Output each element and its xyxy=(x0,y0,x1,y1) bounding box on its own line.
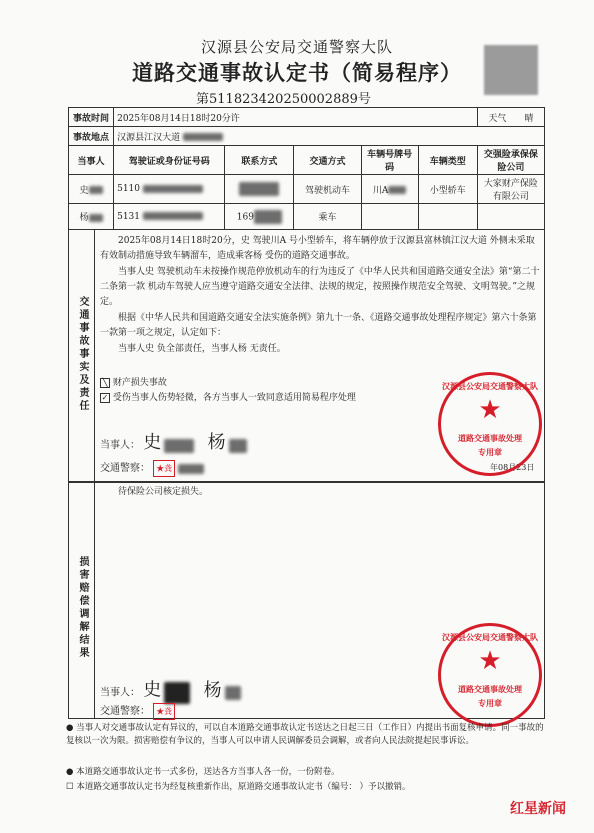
party-insurer: 大家财产保险有限公司 xyxy=(477,175,544,204)
compensation-text: 待保险公司核定损失。 xyxy=(118,487,209,497)
agency-name: 汉源县公安局交通警察大队 xyxy=(200,38,393,56)
handwritten-signature: 杨 xyxy=(203,679,222,701)
star-icon: ★ xyxy=(478,395,502,425)
stamp-bottom-text: 专用章 xyxy=(478,447,502,457)
facts-party-signature xyxy=(100,432,247,453)
weather-label: 天气 xyxy=(488,113,507,124)
place-text: 汉源县江汉大道 xyxy=(117,132,181,143)
stamp-ring-text: 汉源县公安局交通警察大队 xyxy=(442,381,538,391)
stamp-center-text: 道路交通事故处理 xyxy=(458,433,522,443)
redaction xyxy=(164,682,190,704)
redaction xyxy=(164,439,194,453)
facts-paragraph-4: 当事人史 负全部责任，当事人杨 无责任。 xyxy=(118,344,286,354)
redaction xyxy=(388,186,406,194)
time-row xyxy=(69,108,545,127)
party-name-text: 史 xyxy=(79,185,89,196)
redaction xyxy=(225,686,241,700)
party-name-text: 杨 xyxy=(79,213,89,223)
stamp-center-text: 道路交通事故处理 xyxy=(458,684,522,694)
place-row xyxy=(69,127,545,146)
redaction xyxy=(143,212,203,220)
news-watermark-logo: 红星新闻 xyxy=(510,801,566,817)
document-title: 道路交通事故认定书（简易程序） xyxy=(132,60,462,85)
party-vtype xyxy=(418,204,477,230)
qr-code-blurred xyxy=(484,45,538,95)
handwritten-signature: 史 xyxy=(143,432,162,453)
facts-paragraph-2: 当事人史 驾驶机动车未按操作规范停放机动车的行为违反了《中华人民共和国道路交通安全法》第“第二十二条第一款 机动车驾驶人应当遵守道路交通安全法律、法规的规定，按照操作规范安全驾驶、文明驾驶。”之规定。 xyxy=(100,267,540,307)
incident-table xyxy=(68,107,545,230)
redaction xyxy=(183,133,223,141)
time-value: 2025年08月14日18时20分许 xyxy=(114,108,478,127)
time-label: 事故时间 xyxy=(69,108,114,127)
party-contact xyxy=(225,204,294,230)
stamp-ring-text: 汉源县公安局交通警察大队 xyxy=(442,632,538,642)
facts-police-signature xyxy=(100,460,204,477)
party-mode: 乘车 xyxy=(294,204,361,230)
place-label: 事故地点 xyxy=(69,127,114,146)
plate-text: 川A xyxy=(372,185,389,196)
table-header-row xyxy=(69,146,545,175)
contact-text: 169 xyxy=(236,212,254,222)
weather-cell xyxy=(477,108,544,127)
police-sign-label: 交通警察： xyxy=(100,463,150,474)
redaction xyxy=(254,210,282,224)
official-stamp xyxy=(438,623,542,727)
table-row xyxy=(69,175,545,204)
checkbox-property-label: 财产损失事故 xyxy=(112,378,167,388)
star-icon: ★ xyxy=(478,646,502,676)
checkbox-property[interactable]: ╲ xyxy=(100,378,110,388)
col-header: 驾驶证或身份证号码 xyxy=(114,146,225,175)
weather-value: 晴 xyxy=(524,113,534,124)
police-seal: ★龚 xyxy=(153,703,175,720)
police-seal: ★龚 xyxy=(153,460,175,477)
checkbox-property-row xyxy=(100,376,167,391)
facts-side-label: 交通事故事实及责任 xyxy=(77,296,88,413)
comp-party-signature xyxy=(100,679,241,704)
redaction xyxy=(89,214,103,222)
party-id-text: 5131 xyxy=(117,211,140,222)
handwritten-signature: 杨 xyxy=(207,432,226,453)
party-vtype: 小型轿车 xyxy=(418,175,477,204)
party-insurer xyxy=(477,204,544,230)
footer-note-3-text: 本道路交通事故认定书为经复核重新作出，原道路交通事故认定书（编号： ）予以撤销。 xyxy=(76,782,411,792)
official-stamp xyxy=(438,372,542,476)
document-number: 第5118234202500028​89号 xyxy=(196,92,371,107)
party-mode: 驾驶机动车 xyxy=(294,175,361,204)
party-sign-label: 当事人： xyxy=(100,440,140,451)
col-header: 当事人 xyxy=(69,146,114,175)
party-name xyxy=(69,175,114,204)
checkbox-injury-row xyxy=(100,391,356,406)
facts-date: 年08月23日 xyxy=(490,463,535,472)
footer-note-3: ☐ 本道路交通事故认定书为经复核重新作出，原道路交通事故认定书（编号： ）予以撤销。 xyxy=(66,782,411,792)
compensation-side-label: 损害赔偿调解结果 xyxy=(77,556,88,660)
facts-paragraph-3: 根据《中华人民共和国道路交通安全法实施条例》第九十一条、《道路交通事故处理程序规定》第六十条第一款第一项之规定，认定如下： xyxy=(100,313,537,338)
col-header: 交通方式 xyxy=(294,146,361,175)
party-id-text: 5110 xyxy=(117,184,140,194)
checkbox-injury-label: 受伤当事人伤势轻微，各方当事人一致同意适用简易程序处理 xyxy=(112,393,356,403)
redaction xyxy=(229,439,247,453)
redaction xyxy=(89,186,103,194)
footer-note-1: ● 当事人对交通事故认定有异议的，可以自本道路交通事故认定书送达之日起三日（工作日）内提出书面复核申请。同一事故的复核以一次为限。损害赔偿有争议的，当事人可以申请人民调解委员会调解，或者向人民法院提起民事诉讼。 xyxy=(66,723,544,746)
party-id xyxy=(114,204,225,230)
stamp-bottom-text: 专用章 xyxy=(478,698,502,708)
party-contact xyxy=(225,175,294,204)
party-sign-label: 当事人： xyxy=(100,687,140,699)
party-plate xyxy=(361,204,418,230)
footer-note-2-text: 本道路交通事故认定书一式多份，送达各方当事人各一份，一份附卷。 xyxy=(76,767,340,777)
checkbox-injury[interactable]: ✓ xyxy=(101,393,109,402)
footer-note-2: ● 本道路交通事故认定书一式多份，送达各方当事人各一份，一份附卷。 xyxy=(66,767,340,777)
redaction xyxy=(239,182,279,196)
comp-police-signature xyxy=(100,703,175,720)
col-header: 车辆号牌号码 xyxy=(361,146,418,175)
party-id xyxy=(114,175,225,204)
col-header: 联系方式 xyxy=(225,146,294,175)
place-value xyxy=(114,127,545,146)
col-header: 车辆类型 xyxy=(418,146,477,175)
footer-note-1-text: 当事人对交通事故认定有异议的，可以自本道路交通事故认定书送达之日起三日（工作日）内提出书面复核申请。同一事故的复核以一次为限。损害赔偿有争议的，当事人可以申请人民调解委员会调解，或者向人民法院提起民事诉讼。 xyxy=(66,723,544,746)
facts-paragraph-1: 2025年08月14日18时20分，史 驾驶川A 号小型轿车，将车辆停放于汉源县富林镇江汉大道 外侧未采取有效制动措施导致车辆溜车，造成乘客杨 受伤的道路交通事故。 xyxy=(100,236,535,261)
party-name xyxy=(69,204,114,230)
table-row xyxy=(69,204,545,230)
police-sign-label: 交通警察： xyxy=(100,706,150,717)
redaction xyxy=(143,185,203,193)
redaction xyxy=(178,464,204,474)
col-header: 交强险承保保险公司 xyxy=(477,146,544,175)
party-plate xyxy=(361,175,418,204)
handwritten-signature: 史 xyxy=(143,679,162,701)
